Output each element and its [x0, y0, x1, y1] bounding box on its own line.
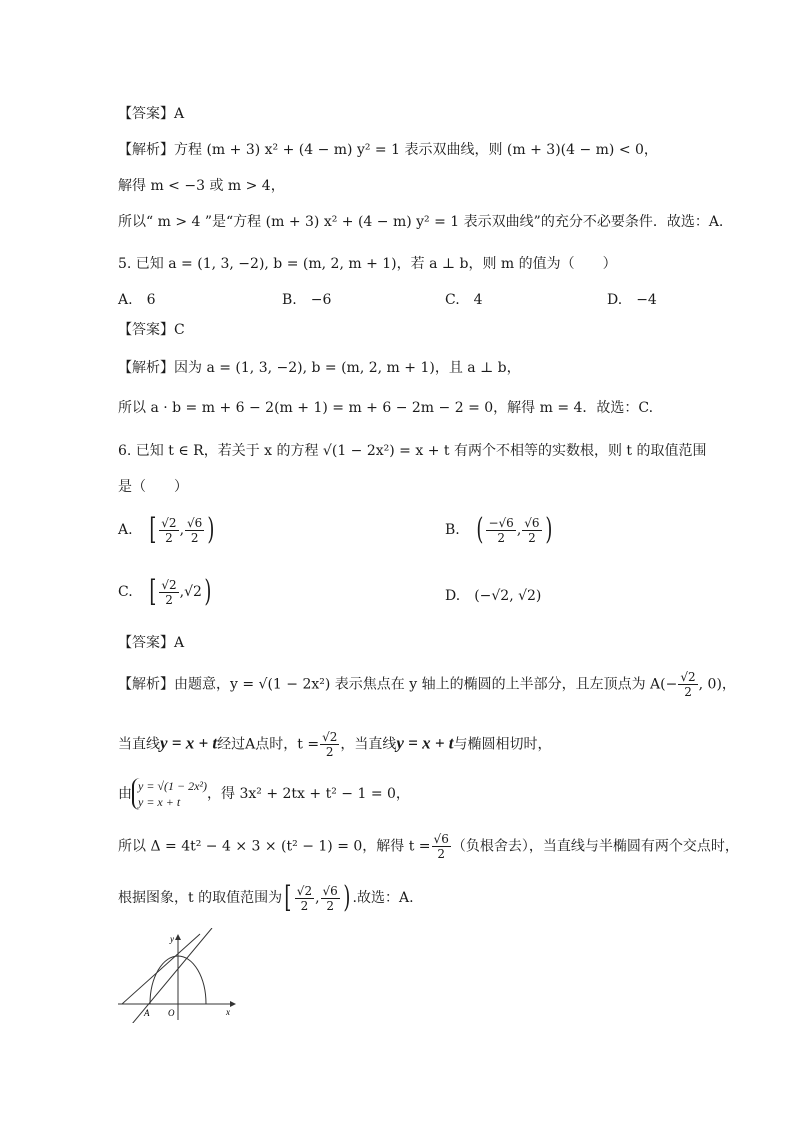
q6-analysis-line-1: 【解析】由题意，y = √(1 − 2x²) 表示焦点在 y 轴上的椭圆的上半部分，且左顶点为 A(− $\frac{√2}{2}$ , 0)， — [118, 670, 736, 699]
q5-analysis-line-2: 所以 a · b = m + 6 − 2(m + 1) = m + 6 − 2m − 2 = 0，解得 m = 4．故选：C. — [118, 400, 654, 416]
prev-answer: 【答案】A — [118, 106, 185, 122]
q6-option-a: A. [ $\frac{√2}{2}$ , $\frac{√6}{2}$ ) — [118, 512, 215, 547]
q5-analysis-line-1 — [118, 358, 521, 378]
left-bracket: [ — [284, 880, 292, 915]
origin-label: O — [168, 1008, 175, 1018]
q6-analysis-line-4: 所以 Δ = 4t² − 4 × 3 × (t² − 1) = 0，解得 t = $\frac{√6}{2}$ （负根舍去），当直线与半椭圆有两个交点时， — [118, 832, 739, 861]
q6-analysis-line-5: 根据图象，t 的取值范围为[ $\frac{√2}{2}$ , $\frac{√6}{2}$ ) .故选：A. — [118, 880, 414, 915]
q6-option-d-text: (−√2, √2) — [474, 588, 542, 604]
q5-option-c — [445, 290, 483, 310]
analysis-label: 【解析】 — [118, 360, 174, 376]
fraction: $\frac{√6}{2}$ — [524, 515, 540, 545]
fraction: $\frac{√2}{2}$ — [161, 577, 177, 607]
q6-analysis-line-2: 当直线y = x + t经过A点时，t = $\frac{√2}{2}$ ，当直线y = x + t与椭圆相切时， — [118, 730, 552, 759]
q6-option-b-label: B. — [445, 522, 460, 538]
q5-option-c-label: C. — [445, 292, 460, 308]
right-paren: ) — [343, 880, 351, 915]
x-axis-arrow — [230, 1001, 236, 1007]
q5-stem: 5. 已知 a = (1, 3, −2), b = (m, 2, m + 1)，若 a ⊥ b，则 m 的值为（ ） — [118, 256, 617, 272]
left-paren: ( — [476, 512, 484, 547]
q6-option-c-label: C. — [118, 584, 133, 600]
analysis-label: 【解析】 — [118, 142, 174, 158]
q5-option-d-label: D. — [607, 292, 623, 308]
q5-option-d — [607, 290, 657, 310]
left-bracket: [ — [149, 574, 157, 609]
q5-option-b-text: −6 — [310, 292, 332, 308]
fraction: $\frac{√6}{2}$ — [433, 832, 449, 861]
left-bracket: [ — [148, 512, 156, 547]
q5-option-b-label: B. — [282, 292, 297, 308]
prev-analysis-line-2: 解得 m < −3 或 m > 4， — [118, 178, 285, 194]
q6-option-a-label: A. — [118, 522, 133, 538]
q5-option-a-text: 6 — [146, 292, 156, 308]
q6-option-b: B. ( $\frac{-√6}{2}$ , $\frac{√6}{2}$ ) — [445, 512, 552, 547]
q6-option-d — [445, 586, 541, 606]
fraction: $\frac{√6}{2}$ — [187, 515, 203, 545]
right-paren: ) — [204, 574, 212, 609]
analysis-label: 【解析】 — [118, 676, 174, 693]
fraction: $\frac{√2}{2}$ — [161, 515, 177, 545]
y-axis-label: y — [170, 934, 174, 944]
q5-option-a — [118, 290, 155, 310]
fraction: $\frac{√2}{2}$ — [322, 730, 338, 759]
ellipse-figure — [112, 928, 242, 1023]
point-a-label: A — [144, 1008, 150, 1018]
fraction: $\frac{-√6}{2}$ — [488, 515, 514, 545]
q5-option-c-text: 4 — [473, 292, 483, 308]
q5-option-b — [282, 290, 331, 310]
fraction: $\frac{√6}{2}$ — [322, 883, 338, 913]
prev-analysis-line-3: 所以“ m > 4 ”是“方程 (m + 3) x² + (4 − m) y² = 1 表示双曲线”的充分不必要条件．故选：A. — [118, 214, 724, 230]
equation-system: y = √(1 − 2x²) y = x + t — [132, 778, 207, 810]
q6-answer: 【答案】A — [118, 635, 185, 651]
q5-analysis-text-1: 因为 a = (1, 3, −2), b = (m, 2, m + 1)，且 a ⊥ b， — [174, 360, 521, 376]
right-paren: ) — [544, 512, 552, 547]
q6-stem-line-2: 是（ ） — [118, 479, 188, 495]
fraction: $\frac{√2}{2}$ — [296, 883, 313, 913]
q5-option-d-text: −4 — [636, 292, 657, 308]
q6-stem-line-1: 6. 已知 t ∈ R，若关于 x 的方程 √(1 − 2x²) = x + t 有两个不相等的实数根，则 t 的取值范围 — [118, 443, 707, 459]
q6-analysis-line-3: 由 y = √(1 − 2x²) y = x + t ，得 3x² + 2tx + t² − 1 = 0， — [118, 779, 410, 809]
right-paren: ) — [207, 512, 215, 547]
q6-option-c: C. [ $\frac{√2}{2}$ ,√2) — [118, 574, 212, 609]
q5-answer: 【答案】C — [118, 322, 185, 338]
prev-analysis-line-1 — [118, 140, 658, 160]
q6-option-d-label: D. — [445, 588, 461, 604]
fraction: $\frac{√2}{2}$ — [680, 670, 696, 699]
q5-option-a-label: A. — [118, 292, 133, 308]
line-through-a — [122, 934, 200, 1004]
prev-analysis-text-1: 方程 (m + 3) x² + (4 − m) y² = 1 表示双曲线，则 (m + 3)(4 − m) < 0， — [174, 142, 658, 158]
x-axis-label: x — [226, 1007, 230, 1017]
y-axis-arrow — [175, 934, 181, 940]
